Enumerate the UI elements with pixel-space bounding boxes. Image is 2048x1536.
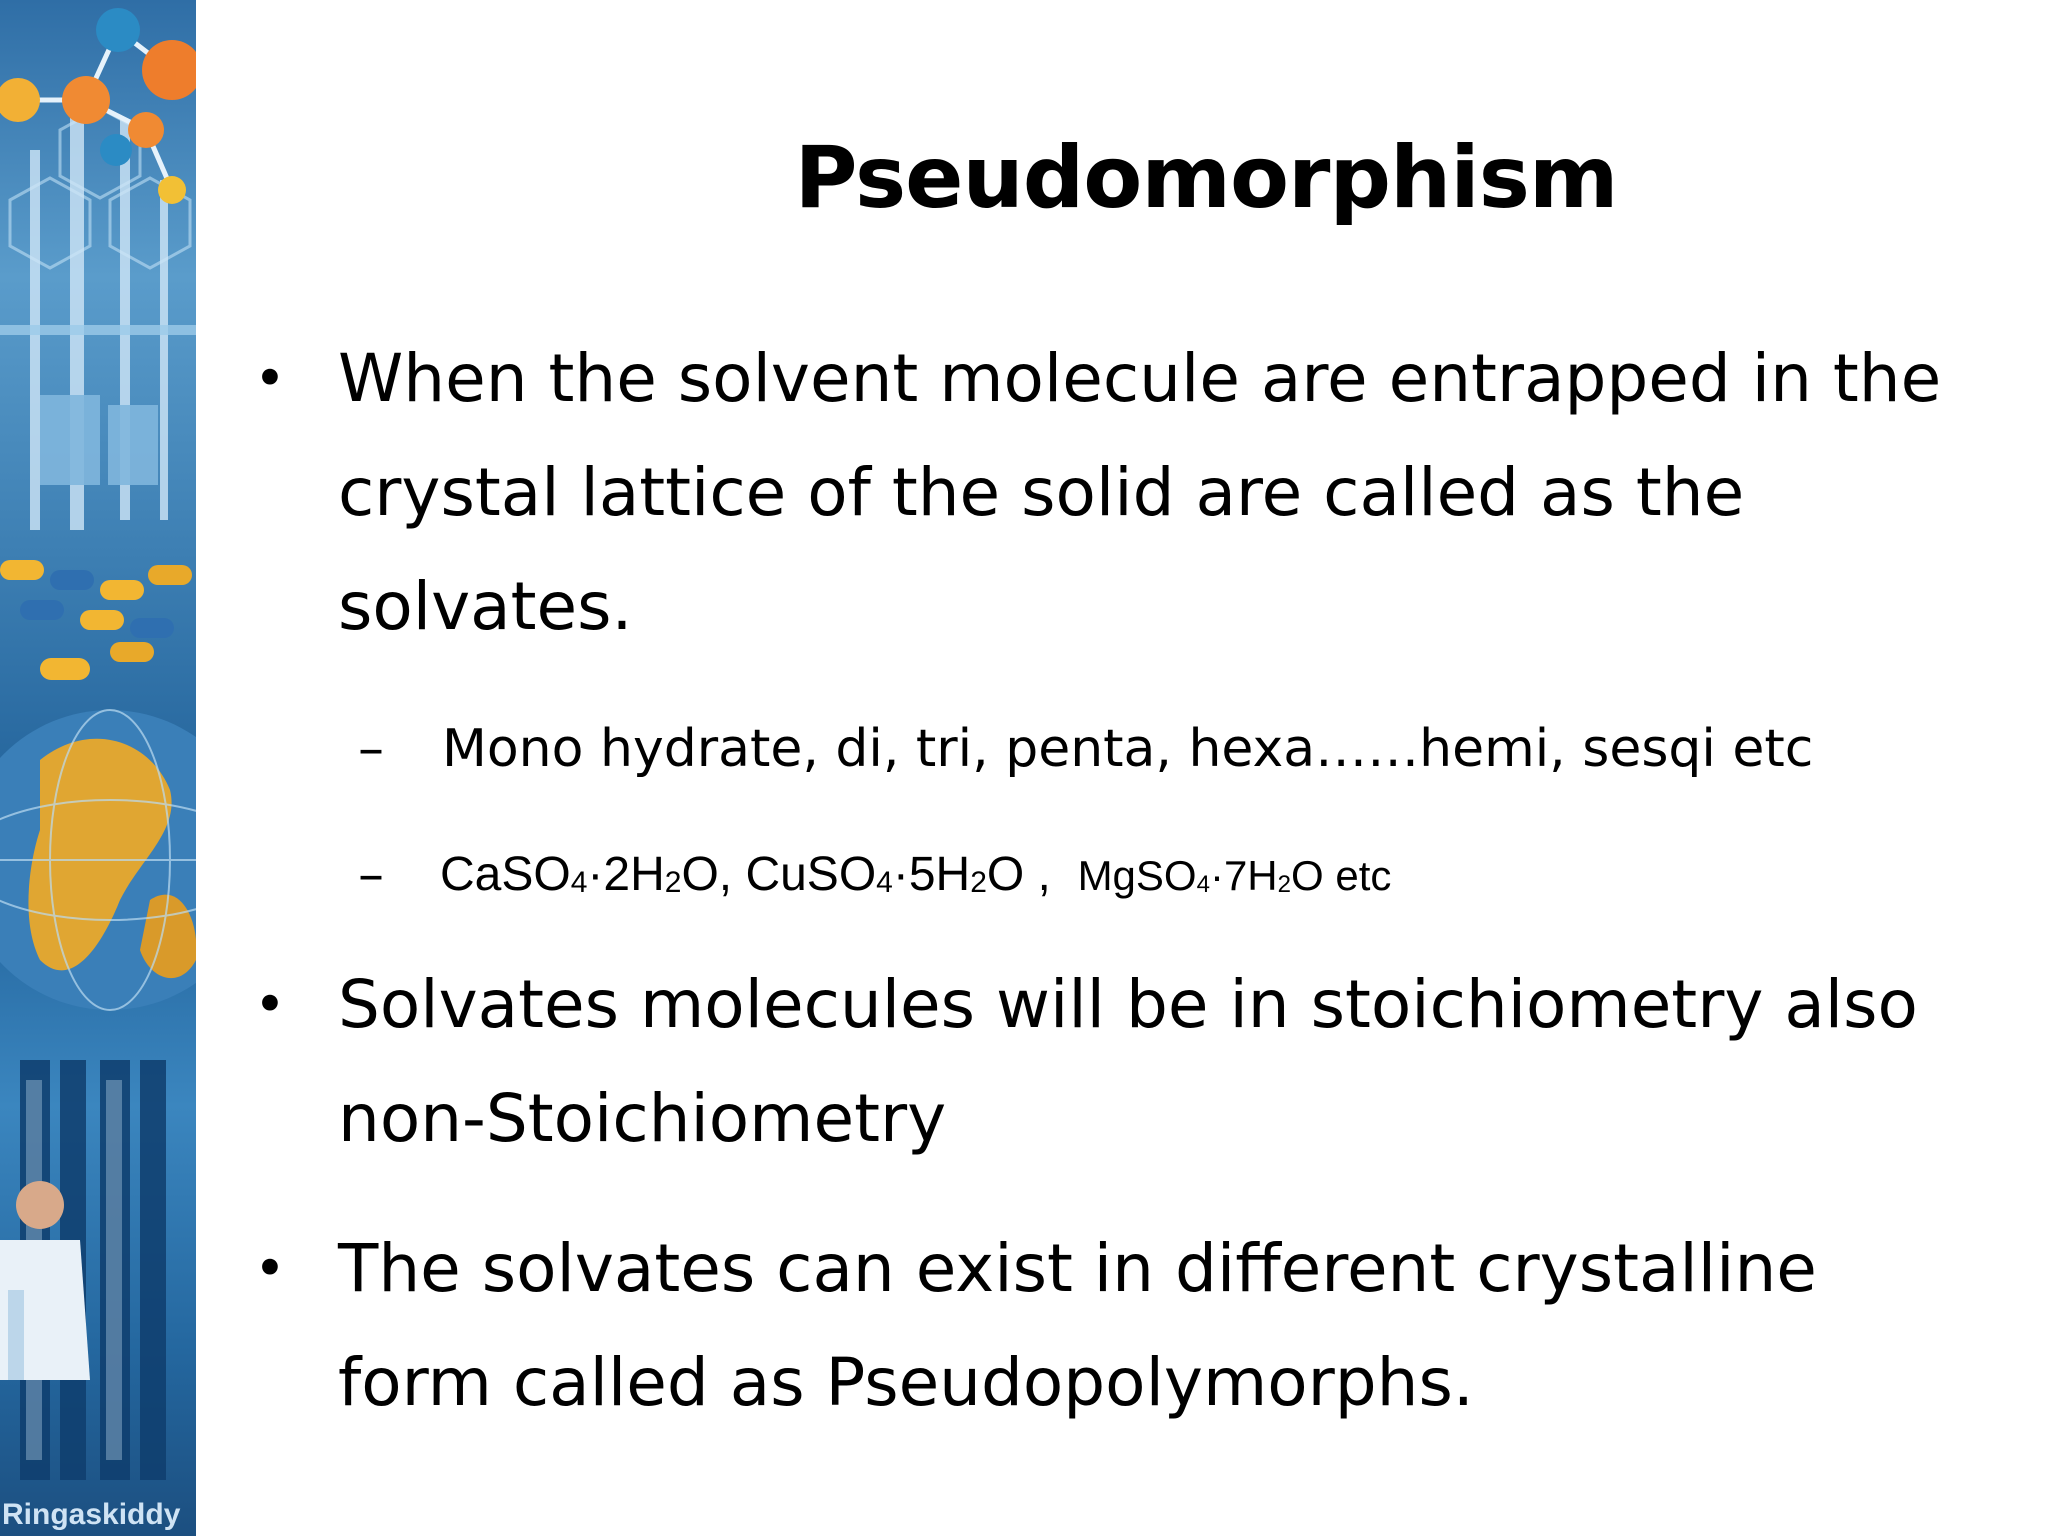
bullet-text: When the solvent molecule are entrapped in the crystal lattice of the solid are called as the solvates.	[338, 340, 1942, 645]
sub-text-formulas	[440, 840, 1391, 918]
strip-caption: Ringaskiddy	[2, 1498, 181, 1531]
bullet-text: The solvates can exist in different crystalline form called as Pseudopolymorphs.	[338, 1230, 1817, 1421]
slide-title-row	[196, 128, 2048, 228]
formula-cuso4: $CuSO_4\cdot 5H_2O$ ,	[732, 848, 1051, 901]
sub-text-hydrates: Mono hydrate, di, tri, penta, hexa……hemi, sesqi etc	[442, 719, 1814, 779]
formula-mgso4: $MgSO_4\cdot 7H_2O$ etc	[1077, 852, 1392, 899]
bullet-marker: •	[254, 973, 286, 1036]
bullet-text: Solvates molecules will be in stoichiometry also non-Stoichiometry	[338, 966, 1918, 1157]
formula-caso4: $CaSO_4\cdot 2H_2O$,	[440, 848, 733, 901]
sub-marker: –	[358, 845, 384, 905]
bullet-marker: •	[254, 347, 286, 410]
chemistry-collage-graphic	[0, 0, 196, 1536]
sub-marker: –	[358, 719, 384, 779]
decorative-side-banner	[0, 0, 196, 1536]
bullet-marker: •	[254, 1237, 286, 1300]
slide-title: Pseudomorphism	[794, 128, 1618, 228]
